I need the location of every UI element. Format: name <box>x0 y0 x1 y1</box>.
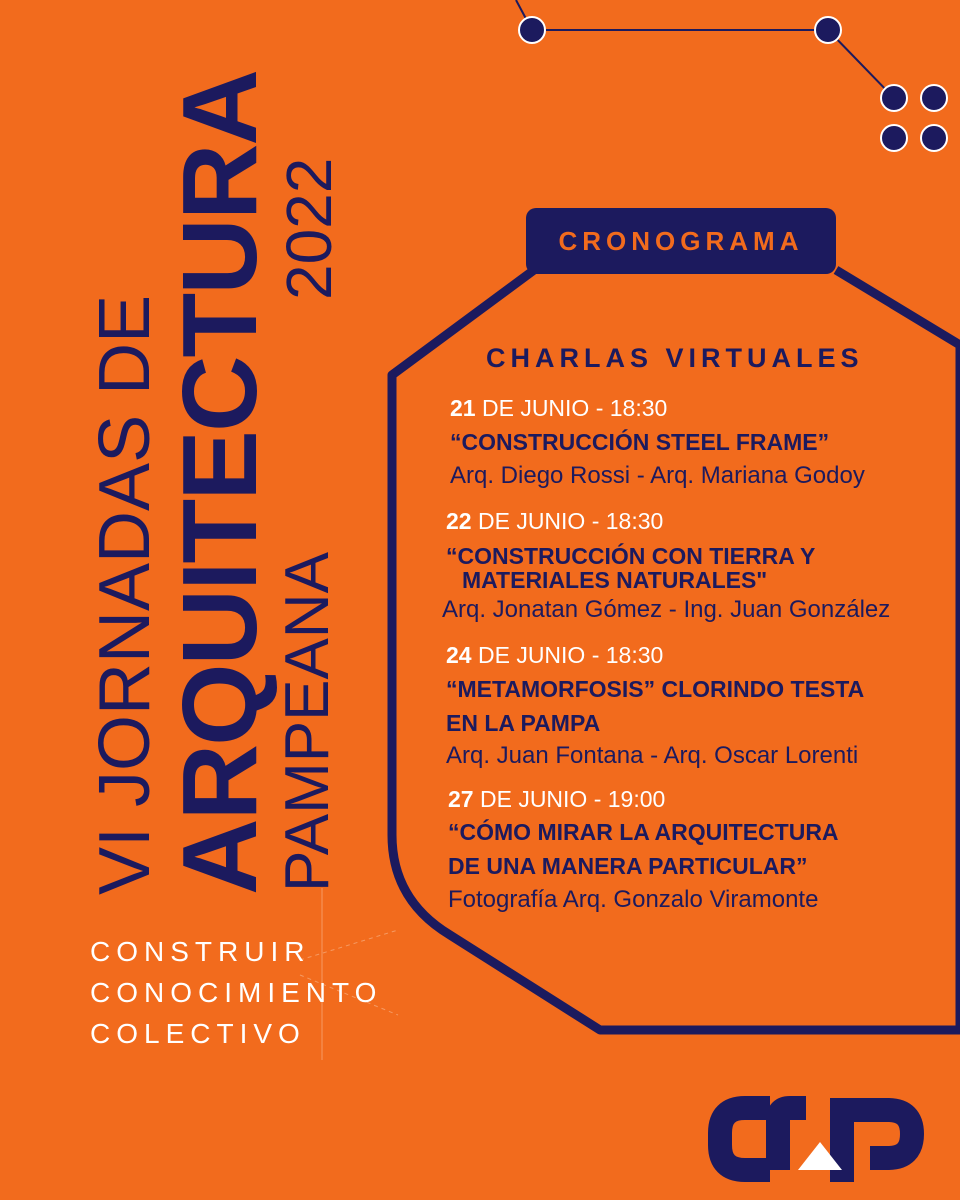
event-title: “CÓMO MIRAR LA ARQUITECTURA <box>448 819 839 845</box>
event-title: “CONSTRUCCIÓN CON TIERRA Y <box>446 543 816 569</box>
event-date <box>450 395 667 422</box>
event-date-rest: DE JUNIO - 18:30 <box>475 395 668 421</box>
event-day: 27 <box>448 786 474 812</box>
slogan-line-2: CONOCIMIENTO <box>90 977 383 1008</box>
event-title: DE UNA MANERA PARTICULAR” <box>448 853 808 879</box>
event-speakers: Fotografía Arq. Gonzalo Viramonte <box>448 886 819 913</box>
event-speakers: Arq. Juan Fontana - Arq. Oscar Lorenti <box>446 742 859 769</box>
event-date-rest: DE JUNIO - 18:30 <box>471 642 664 668</box>
slogan-line-3: COLECTIVO <box>90 1018 306 1049</box>
title-year: 2022 <box>273 157 345 300</box>
event-title: EN LA PAMPA <box>446 710 601 736</box>
event-day: 22 <box>446 508 472 534</box>
title-line-3: PAMPEANA <box>273 552 342 892</box>
schedule-heading: CHARLAS VIRTUALES <box>486 343 864 373</box>
event-day: 24 <box>446 642 472 668</box>
event-date-rest: DE JUNIO - 18:30 <box>471 508 664 534</box>
event-day: 21 <box>450 395 476 421</box>
event-title: “METAMORFOSIS” CLORINDO TESTA <box>446 676 865 702</box>
event-speakers: Arq. Jonatan Gómez - Ing. Juan González <box>442 596 891 623</box>
event-title: “CONSTRUCCIÓN STEEL FRAME” <box>450 429 830 455</box>
title-line-1: VI JORNADAS DE <box>85 294 165 895</box>
event-title: MATERIALES NATURALES" <box>462 567 768 593</box>
event-date <box>446 642 663 669</box>
event-date <box>446 508 663 535</box>
event-date <box>448 786 665 813</box>
title-line-2: ARQUITECTURA <box>161 71 279 895</box>
event-speakers: Arq. Diego Rossi - Arq. Mariana Godoy <box>450 462 865 489</box>
schedule-badge: CRONOGRAMA <box>526 208 836 274</box>
event-date-rest: DE JUNIO - 19:00 <box>473 786 666 812</box>
slogan-line-1: CONSTRUIR <box>90 936 311 967</box>
